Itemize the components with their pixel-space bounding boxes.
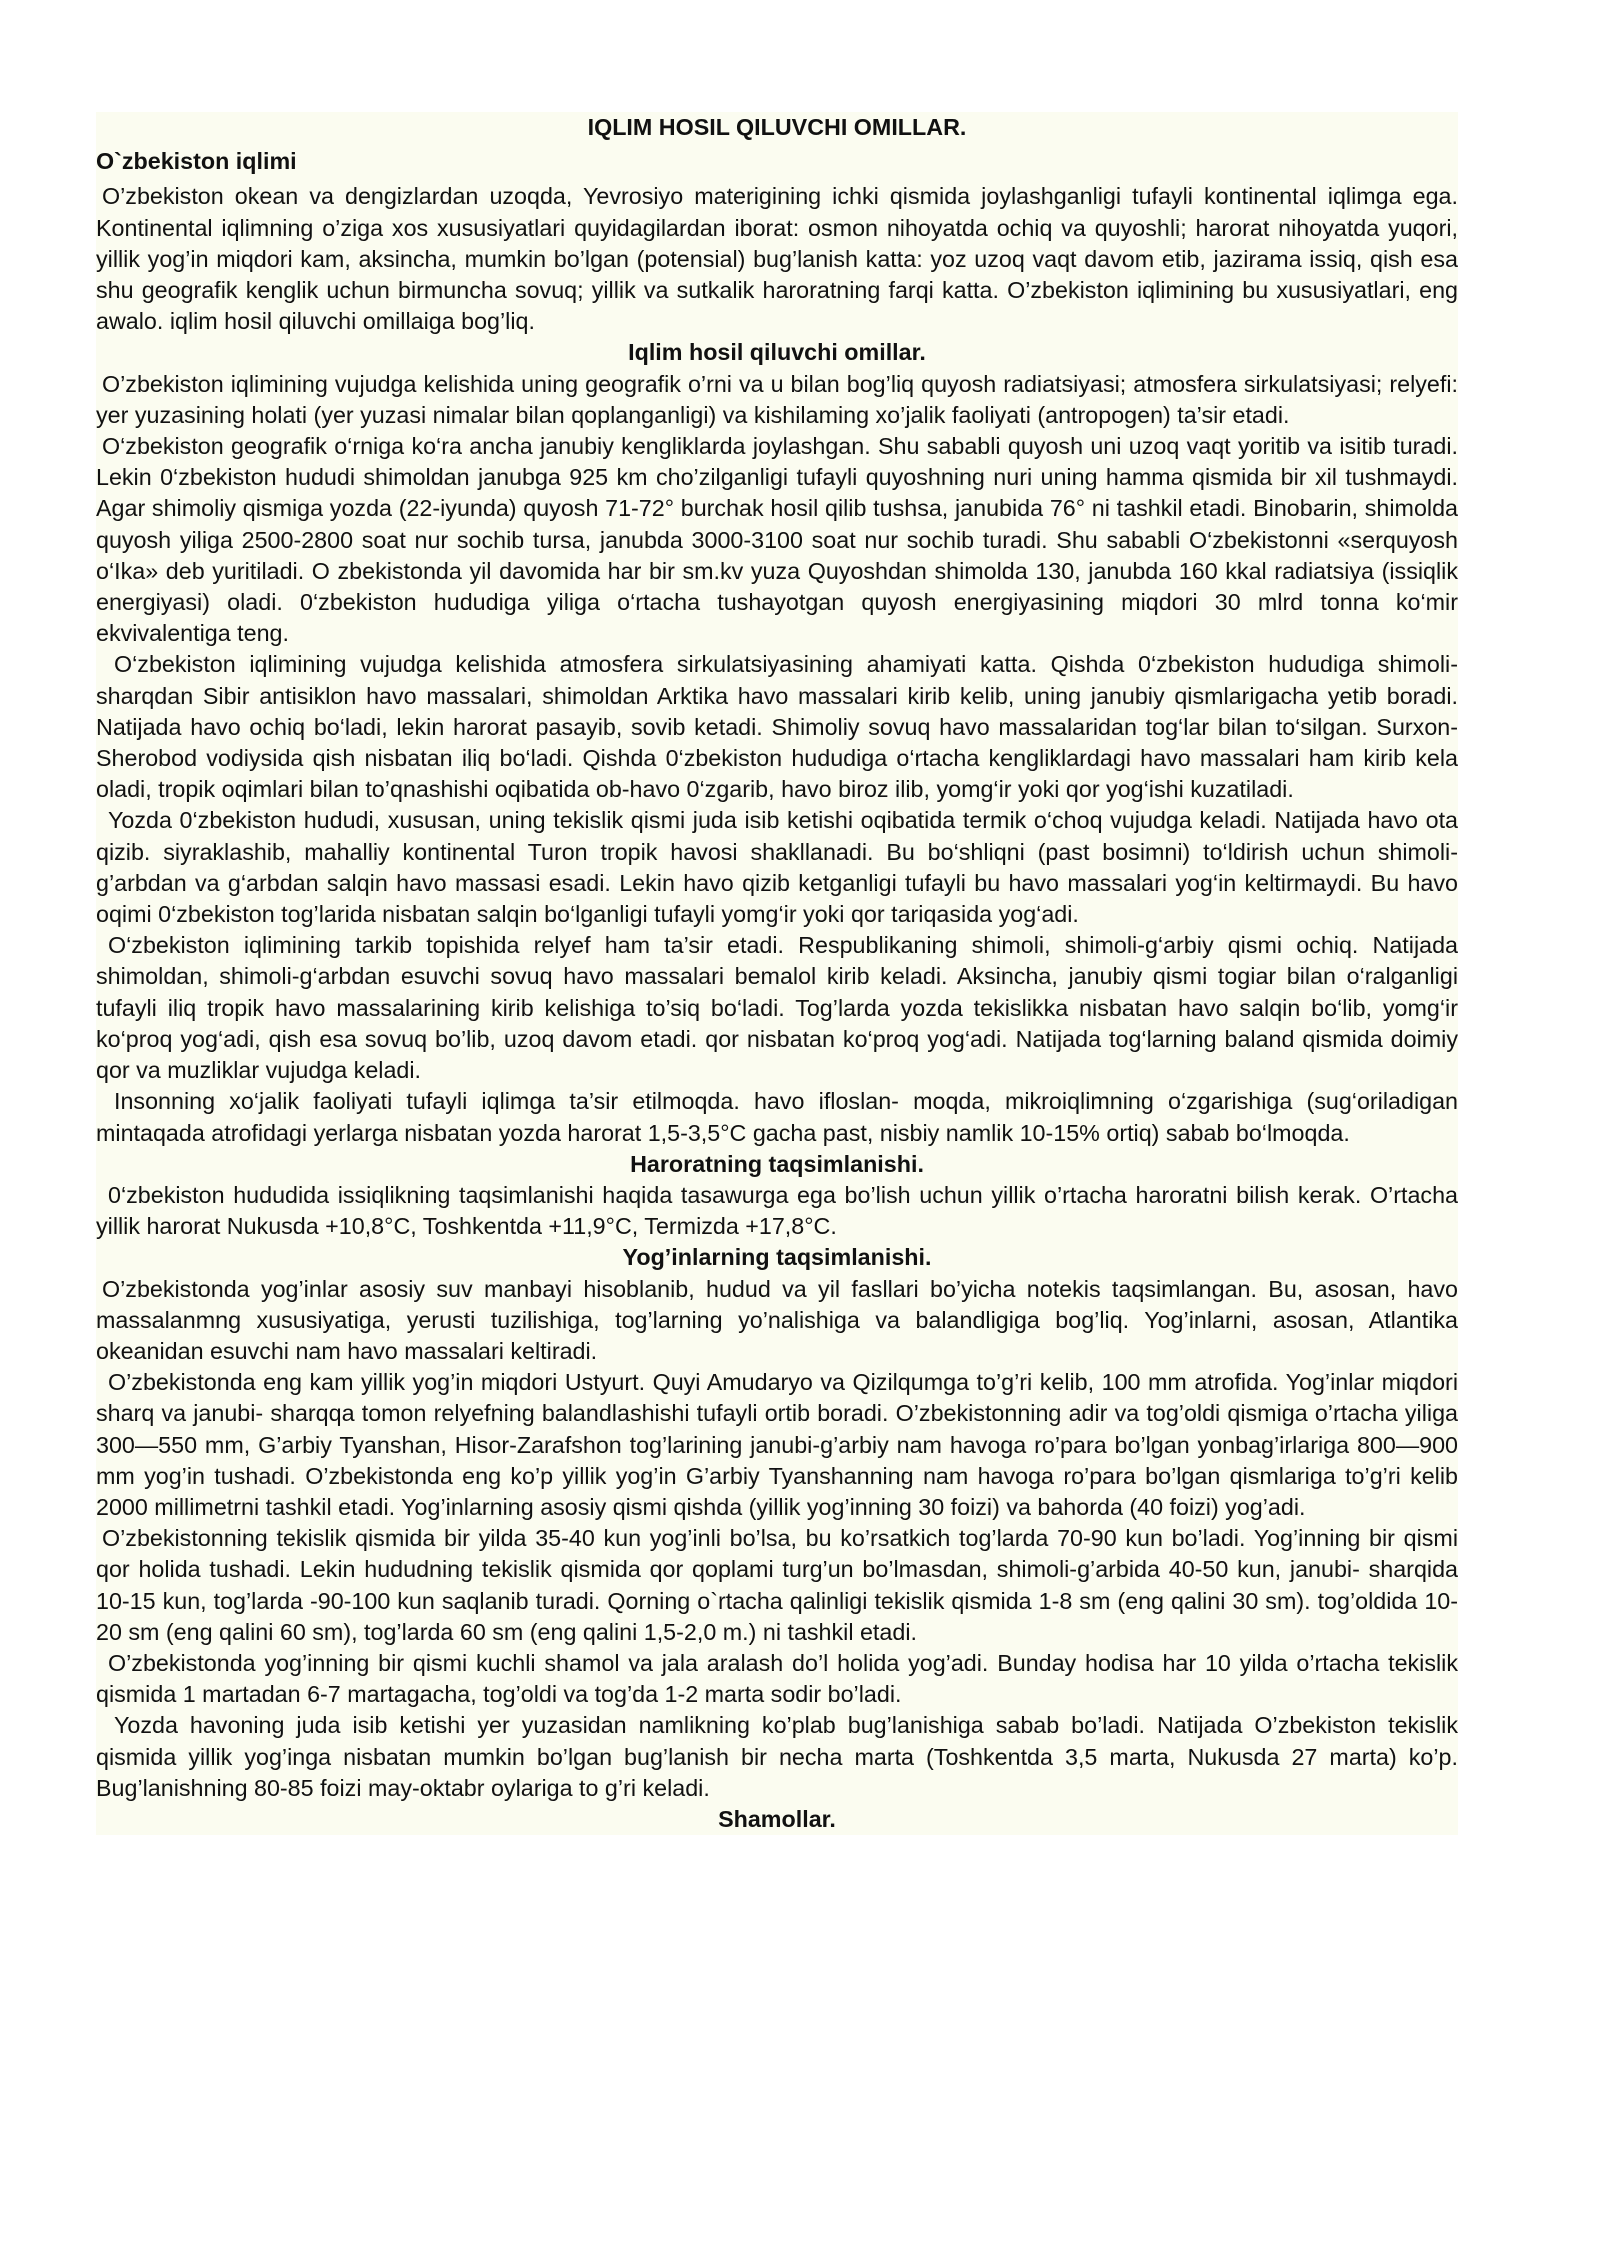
document-page xyxy=(96,112,1458,1835)
heading-precipitation: Yog’inlarning taqsimlanishi. xyxy=(622,1244,932,1271)
paragraph-11: O’zbekistonda yog’inning bir qismi kuchli shamol va jala aralash do’l holida yog’adi. Bunday hodisa har 10 yilda o’rtacha tekislik qismida 1 martadan 6-7 martagacha, tog’oldi va tog’da 1-2 marta sodir bo’ladi. xyxy=(96,1649,1458,1708)
paragraph-10: O’zbekistonning tekislik qismida bir yilda 35-40 kun yog’inli bo’lsa, bu ko’rsatkich tog’larda 70-90 kun bo’ladi. Yog’inning bir qismi qor holida tushadi. Lekin hududning tekislik qismida qor qoplami turg’un bo’lmasdan, shimoli-g’arbida 40-50 kun, janubi- sharqida 10-15 kun, tog’larda -90-100 kun saqlanib turadi. Qorning o`rtacha qalinligi tekislik qismida 1-8 sm (eng qalini 30 sm). tog’oldida 10-20 sm (eng qalini 60 sm), tog’larda 60 sm (eng qalini 1,5-2,0 m.) ni tashkil etadi. xyxy=(96,1525,1458,1645)
paragraph-12: Yozda havoning juda isib ketishi yer yuzasidan namlikning ko’plab bug’lanishiga sabab bo’ladi. Natijada O’zbekiston tekislik qismida yillik yog’inga nisbatan mumkin bo’lgan bug’lanish bir necha marta (Toshkentda 3,5 marta, Nukusda 27 marta) ko’p. Bug’lanishning 80-85 foizi may-oktabr oylariga to g’ri keladi. xyxy=(96,1712,1458,1801)
paragraph-6: Insonning xo‘jalik faoliyati tufayli iqlimga ta’sir etilmoqda. havo ifloslan- moqda, mikroiqlimning o‘zgarishiga (sug‘oriladigan mintaqada atrofidagi yerlarga nisbatan yozda harorat 1,5-3,5°C gacha past, nisbiy namlik 10-15% ortiq) sabab bo‘lmoqda. xyxy=(96,1088,1458,1146)
heading-winds: Shamollar. xyxy=(718,1805,836,1832)
paragraph-8: O’zbekistonda yog’inlar asosiy suv manbayi hisoblanib, hudud va yil fasllari bo’yicha notekis taqsimlangan. Bu, asosan, havo massalanmng xususiyatiga, yerusti tuzilishiga, tog’larning yo’nalishiga va balandligiga bog’liq. Yog’inlarni, asosan, Atlantika okeanidan esuvchi nam havo massalari keltiradi. xyxy=(96,1275,1458,1364)
paragraph-1: O’zbekiston iqlimining vujudga kelishida uning geografik o’rni va u bilan bog’liq quyosh radiatsiyasi; atmosfera sirkulatsiyasi; relyefi: yer yuzasining holati (yer yuzasi nimalar bilan qoplanganligi) va kishilaming xo’jalik faoliyati (antropogen) ta’sir etadi. xyxy=(96,370,1458,428)
section-heading: O`zbekiston iqlimi xyxy=(96,148,297,175)
paragraph-4: Yozda 0‘zbekiston hududi, xususan, uning tekislik qismi juda isib ketishi oqibatida termik o‘choq vujudga keladi. Natijada havo ota qizib. siyraklashib, mahalliy kontinental Turon tropik havosi shakllanadi. Bu bo‘shliqni (past bosimni) to‘ldirish uchun shimoli-g’arbdan va g‘arbdan salqin havo massasi esadi. Lekin havo qizib ketganligi tufayli bu havo massalari yog‘in keltirmaydi. Bu havo oqimi 0‘zbekiston tog’larida nisbatan salqin bo‘lganligi tufayli yomg‘ir yoki qor tariqasida yog‘adi. xyxy=(96,807,1458,928)
intro-paragraph: O’zbekiston okean va dengizlardan uzoqda, Yevrosiyo materigining ichki qismida joylashganligi tufayli kontinental iqlimga ega. Kontinental iqlimning o’ziga xos xususiyatlari quyidagilardan iborat: osmon nihoyatda ochiq va quyoshli; harorat nihoyatda yuqori, yillik yog’in miqdori kam, aksincha, mumkin bo’lgan (potensial) bug’lanish katta: yoz uzoq vaqt davom etib, jazirama issiq, qish esa shu geografik kenglik uchun birmuncha sovuq; yillik va sutkalik haroratning farqi katta. O’zbekiston iqlimining bu xususiyatlari, eng awalo. iqlim hosil qiluvchi omillaiga bog’liq. xyxy=(96,183,1458,335)
paragraph-5: O‘zbekiston iqlimining tarkib topishida relyef ham ta’sir etadi. Respublikaning shimoli, shimoli-g‘arbiy qismi ochiq. Natijada shimoldan, shimoli-g‘arbdan esuvchi sovuq havo massalari bemalol kirib keladi. Aksincha, janubiy qismi togiar bilan o‘ralganligi tufayli iliq tropik havo massalarining kirib kelishiga to’siq bo‘ladi. Tog’larda yozda tekislikka nisbatan havo salqin bo‘lib, yomg‘ir ko‘proq yog‘adi, qish esa sovuq bo’lib, uzoq davom etadi. qor nisbatan ko‘proq yog‘adi. Natijada tog‘larning baland qismida doimiy qor va muzliklar vujudga keladi. xyxy=(96,932,1458,1084)
paragraph-7: 0‘zbekiston hududida issiqlikning taqsimlanishi haqida tasawurga ega bo’lish uchun yillik o’rtacha haroratni bilish kerak. O’rtacha yillik harorat Nukusda +10,8°C, Toshkentda +11,9°C, Termizda +17,8°C. xyxy=(96,1181,1458,1240)
paragraph-2: O‘zbekiston geografik o‘rniga ko‘ra ancha janubiy kengliklarda joylashgan. Shu sababli quyosh uni uzoq vaqt yoritib va isitib turadi. Lekin 0‘zbekiston hududi shimoldan janubga 925 km cho’zilganligi tufayli quyoshning nuri uning hamma qismida bir xil tushmaydi. Agar shimoliy qismiga yozda (22-iyunda) quyosh 71-72° burchak hosil qilib tushsa, janubida 76° ni tashkil etadi. Binobarin, shimolda quyosh yiliga 2500-2800 soat nur sochib tursa, janubda 3000-3100 soat nur sochib turadi. Shu sababli O‘zbekistonni «serquyosh o‘Ika» deb yuritiladi. O zbekistonda yil davomida har bir sm.kv yuza Quyoshdan shimolda 130, janubda 160 kkal radiatsiya (issiqlik energiyasi) oladi. 0‘zbekiston hududiga yiliga o‘rtacha tushayotgan quyosh energiyasining miqdori 30 mlrd tonna ko‘mir ekvivalentiga teng. xyxy=(96,433,1458,647)
document-title: IQLIM HOSIL QILUVCHI OMILLAR. xyxy=(587,114,967,140)
paragraph-3: O‘zbekiston iqlimining vujudga kelishida atmosfera sirkulatsiyasining ahamiyati katta. Qishda 0‘zbekiston hududiga shimoli-sharqdan Sibir antisiklon havo massalari, shimoldan Arktika havo massalari kirib kelib, uning janubiy qismlarigacha yetib boradi. Natijada havo ochiq bo‘ladi, lekin harorat pasayib, sovib ketadi. Shimoliy sovuq havo massalaridan tog‘lar bilan to‘silgan. Surxon-Sherobod vodiysida qish nisbatan iliq bo‘ladi. Qishda 0‘zbekiston hududiga o‘rtacha kengliklardagi havo massalari ham kirib kela oladi, tropik oqimlari bilan to’qnashishi oqibatida ob-havo 0‘zgarib, havo biroz ilib, yomg‘ir yoki qor yog‘ishi kuzatiladi. xyxy=(96,651,1458,803)
heading-climate-factors: Iqlim hosil qiluvchi omillar. xyxy=(628,339,926,366)
heading-temperature: Haroratning taqsimlanishi. xyxy=(630,1150,924,1177)
paragraph-9: O’zbekistonda eng kam yillik yog’in miqdori Ustyurt. Quyi Amudaryo va Qizilqumga to’g’ri kelib, 100 mm atrofida. Yog’inlar miqdori sharq va janubi- sharqqa tomon relyefning balandlashishi tufayli ortib boradi. O’zbekistonning adir va tog’oldi qismiga o’rtacha yiliga 300—550 mm, G’arbiy Tyanshan, Hisor-Zarafshon tog’larining janubi-g’arbiy nam havoga ro’para bo’lgan yonbag’irlariga 800—900 mm yog’in tushadi. O’zbekistonda eng ko’p yillik yog’in G’arbiy Tyanshanning nam havoga ro’para bo’lgan qismlariga to’g’ri kelib 2000 millimetrni tashkil etadi. Yog’inlarning asosiy qismi qishda (yillik yog’inning 30 foizi) va bahorda (40 foizi) yog’adi. xyxy=(96,1369,1458,1520)
